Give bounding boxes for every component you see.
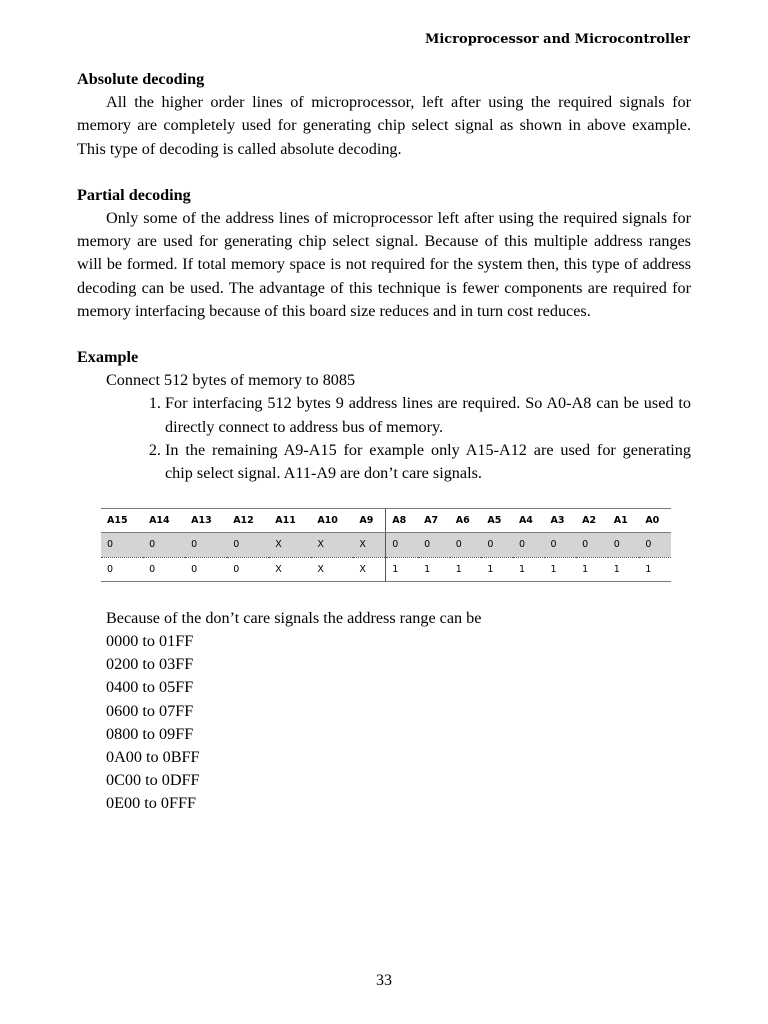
table-cell: 0 (545, 533, 577, 557)
column-header: A9 (353, 509, 385, 533)
address-range-item: 0E00 to 0FFF (106, 794, 196, 813)
running-header: Microprocessor and Microcontroller (424, 32, 690, 47)
heading-absolute-decoding: Absolute decoding (77, 70, 205, 88)
table-cell: 0 (450, 533, 482, 557)
address-range-item: 0000 to 01FF (106, 632, 194, 651)
column-header: A0 (639, 509, 671, 533)
table-cell: 1 (481, 557, 513, 581)
page-number: 33 (376, 972, 392, 989)
column-header: A1 (608, 509, 640, 533)
table-row (101, 533, 671, 557)
table-cell: 1 (418, 557, 450, 581)
address-range-item: 0200 to 03FF (106, 655, 194, 674)
table-cell: 0 (185, 533, 227, 557)
column-header: A10 (311, 509, 353, 533)
column-header: A4 (513, 509, 545, 533)
address-range-item: 0C00 to 0DFF (106, 771, 200, 790)
table-cell: 1 (639, 557, 671, 581)
table-cell: 0 (227, 557, 269, 581)
table-cell: 1 (450, 557, 482, 581)
table-cell: X (311, 533, 353, 557)
table-cell: 1 (545, 557, 577, 581)
table-cell: 0 (143, 533, 185, 557)
address-range-item: 0800 to 09FF (106, 724, 194, 743)
example-step: 2. In the remaining A9-A15 for example only A15-A12 are used for generating chip select signal. A11-A9 are don’t care signals. (165, 439, 691, 485)
column-header: A2 (576, 509, 608, 533)
column-header: A13 (185, 509, 227, 533)
heading-partial-decoding: Partial decoding (77, 185, 191, 204)
table-cell: 1 (576, 557, 608, 581)
column-header: A14 (143, 509, 185, 533)
table-cell: 0 (481, 533, 513, 557)
paragraph-absolute-decoding: All the higher order lines of microprocessor, left after using the required signals for memory are completely used for generating chip select signal as shown in above example. This type of decoding is called absolute decoding. (77, 93, 691, 158)
example-intro: Connect 512 bytes of memory to 8085 (106, 371, 356, 390)
column-header: A15 (101, 509, 143, 533)
page-content (77, 68, 691, 816)
table-cell: 1 (608, 557, 640, 581)
table-cell: 0 (227, 533, 269, 557)
table-cell: 0 (386, 533, 418, 557)
address-table (101, 508, 671, 582)
table-cell: 1 (386, 557, 418, 581)
table-cell: 0 (101, 533, 143, 557)
heading-example: Example (77, 348, 139, 367)
column-header: A11 (269, 509, 311, 533)
address-range-item: 0600 to 07FF (106, 701, 194, 720)
table-header-row (101, 509, 671, 533)
table-cell: 0 (101, 557, 143, 581)
paragraph-partial-decoding: Only some of the address lines of microprocessor left after using the required signals for memory are used for generating chip select signal. Because of this multiple address ranges will be formed. If total memory space is not required for the system then, this type of address decoding can be used. The advantage of this technique is fewer components are required for memory interfacing because of this board size reduces and in turn cost reduces. (77, 209, 691, 320)
table-cell: 1 (513, 557, 545, 581)
column-header: A12 (227, 509, 269, 533)
table-row (101, 557, 671, 581)
table-cell: 0 (418, 533, 450, 557)
address-range-item: 0400 to 05FF (106, 678, 194, 697)
table-cell: X (311, 557, 353, 581)
column-header: A7 (418, 509, 450, 533)
example-step: 1. For interfacing 512 bytes 9 address lines are required. So A0-A8 can be used to directly connect to address bus of memory. (165, 392, 691, 438)
table-cell: 0 (185, 557, 227, 581)
column-header: A3 (545, 509, 577, 533)
table-cell: X (353, 557, 385, 581)
table-cell: 0 (639, 533, 671, 557)
ranges-intro: Because of the don’t care signals the address range can be (106, 608, 482, 627)
table-cell: X (269, 557, 311, 581)
column-header: A5 (481, 509, 513, 533)
table-cell: X (269, 533, 311, 557)
table-cell: X (353, 533, 385, 557)
table-cell: 0 (143, 557, 185, 581)
address-ranges (77, 607, 691, 816)
table-cell: 0 (608, 533, 640, 557)
column-header: A8 (386, 509, 418, 533)
address-range-item: 0A00 to 0BFF (106, 748, 200, 767)
table-cell: 0 (513, 533, 545, 557)
table-cell: 0 (576, 533, 608, 557)
address-table-wrapper (101, 508, 671, 582)
example-steps (77, 392, 691, 485)
column-header: A6 (450, 509, 482, 533)
